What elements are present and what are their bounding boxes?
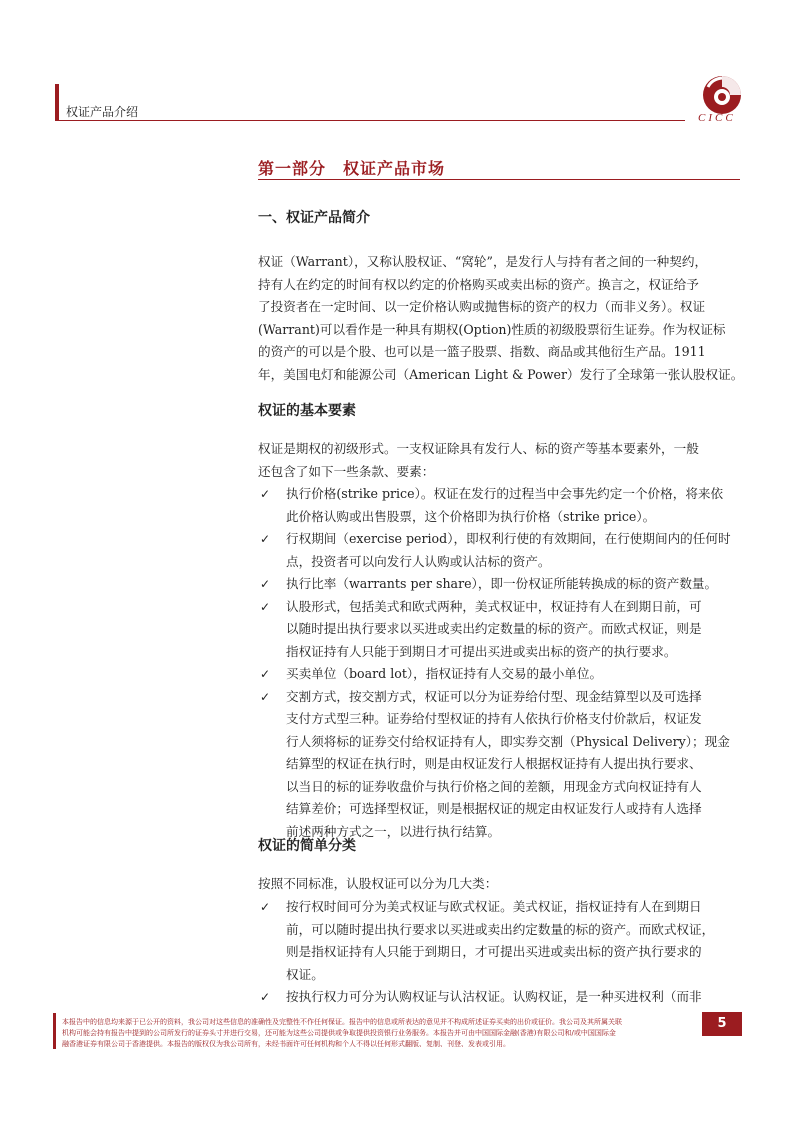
text-line: 行权期间（exercise period），即权利行使的有效期间，在行使期间内的任何时	[286, 531, 731, 546]
text-line: 指权证持有人只能于到期日才可提出买进或卖出标的资产的执行要求。	[286, 643, 677, 659]
logo-text: CICC	[698, 112, 736, 124]
checkmark-icon: ✓	[260, 577, 271, 591]
text-line: 按行权时间可分为美式权证与欧式权证。美式权证，指权证持有人在到期日	[286, 899, 702, 914]
footer-disclaimer	[62, 1017, 692, 1050]
text-line: 权证（Warrant），又称认股权证、“窝轮”，是发行人与持有者之间的一种契约，	[258, 254, 708, 269]
section-heading-classification: 权证的简单分类	[258, 838, 356, 854]
list-item	[258, 986, 740, 1009]
list-item	[258, 528, 740, 573]
list-item	[258, 596, 740, 664]
list-item	[258, 483, 740, 528]
text-line: 认股形式，包括美式和欧式两种，美式权证中，权证持有人在到期日前，可	[286, 598, 702, 614]
classification-list	[258, 896, 740, 1009]
text-line: 前述两种方式之一，以进行执行结算。	[286, 823, 501, 839]
header-accent-bar	[55, 84, 59, 120]
list-item	[258, 896, 740, 986]
text-line: 则是指权证持有人只能于到期日，才可提出买进或卖出标的资产执行要求的	[286, 944, 702, 959]
text-line: 此价格认购或出售股票，这个价格即为执行价格（strike price）。	[286, 508, 656, 524]
basic-elements-intro	[258, 438, 740, 483]
list-item	[258, 573, 740, 596]
checkmark-icon: ✓	[260, 599, 271, 614]
text-line: 了投资者在一定时间、以一定价格认购或抛售标的资产的权力（而非义务）。权证	[258, 299, 706, 314]
text-line: 交割方式，按交割方式，权证可以分为证券给付型、现金结算型以及可选择	[286, 688, 702, 704]
part-title-divider	[258, 179, 740, 180]
text-line: 支付方式型三种。证券给付型权证的持有人依执行价格支付价款后，权证发	[286, 711, 702, 726]
disclaimer-line: 机构可能会持有报告中提到的公司所发行的证券头寸并进行交易，还可能为这些公司提供或争取提供投资银行业务服务。本报告并可由中国国际金融(香港)有限公司和/或中国国际金	[62, 1029, 616, 1037]
footer-accent-bar	[53, 1013, 56, 1049]
text-line: 按执行权力可分为认购权证与认沽权证。认购权证，是一种买进权利（而非	[286, 989, 702, 1004]
text-line: (Warrant)可以看作是一种具有期权(Option)性质的初级股票衍生证券。作为权证标	[258, 321, 726, 337]
basic-elements-list	[258, 483, 740, 843]
checkmark-icon: ✓	[260, 487, 271, 501]
disclaimer-line: 本报告中的信息均来源于已公开的资料，我公司对这些信息的准确性及完整性不作任何保证。报告中的信息或所表达的意见并不构成所述证券买卖的出价或征价。我公司及其所属关联	[62, 1018, 622, 1026]
classification-intro	[258, 873, 740, 896]
text-line: 持有人在约定的时间有权以约定的价格购买或卖出标的资产。换言之，权证给予	[258, 276, 699, 292]
text-line: 权证是期权的初级形式。一支权证除具有发行人、标的资产等基本要素外，一般	[258, 441, 699, 456]
checkmark-icon: ✓	[260, 990, 271, 1004]
checkmark-icon: ✓	[260, 667, 271, 681]
text-line: 的资产的可以是个股、也可以是一篮子股票、指数、商品或其他衍生产品。1911	[258, 344, 706, 359]
text-line: 结算型的权证在执行时，则是由权证发行人根据权证持有人提出执行要求、	[286, 756, 702, 771]
intro-paragraph	[258, 251, 744, 386]
text-line: 按照不同标准，认股权证可以分为几大类：	[258, 876, 498, 891]
page-number: 5	[702, 1012, 742, 1036]
text-line: 行人须将标的证券交付给权证持有人，即实券交割（Physical Delivery）；现金	[286, 733, 730, 749]
disclaimer-line: 融香港证券有限公司于香港提供。本报告的版权仅为我公司所有，未经书面许可任何机构和个人不得以任何形式翻版、复制、刊登、发表或引用。	[62, 1040, 510, 1048]
text-line: 执行比率（warrants per share），即一份权证所能转换成的标的资产数量。	[286, 576, 718, 591]
list-item	[258, 686, 740, 844]
document-title: 权证产品介绍	[66, 105, 139, 119]
text-line: 还包含了如下一些条款、要素：	[258, 463, 435, 479]
text-line: 权证。	[286, 966, 324, 982]
text-line: 年，美国电灯和能源公司（American Light & Power）发行了全球第一张认股权证。	[258, 366, 744, 382]
section-heading-basic-elements: 权证的基本要素	[258, 403, 356, 419]
text-line: 以随时提出执行要求以买进或卖出约定数量的标的资产。而欧式权证，则是	[286, 621, 702, 636]
header-divider	[55, 120, 685, 121]
checkmark-icon: ✓	[260, 532, 271, 546]
text-line: 执行价格(strike price）。权证在发行的过程当中会事先约定一个价格，将来依	[286, 486, 724, 501]
part-title: 第一部分 权证产品市场	[258, 159, 446, 178]
list-item	[258, 663, 740, 686]
cicc-logo-icon	[700, 73, 744, 117]
text-line: 买卖单位（board lot），指权证持有人交易的最小单位。	[286, 666, 603, 681]
section-heading-intro: 一、权证产品简介	[258, 210, 370, 226]
checkmark-icon: ✓	[260, 900, 271, 914]
text-line: 结算差价；可选择型权证，则是根据权证的规定由权证发行人或持有人选择	[286, 801, 702, 816]
text-line: 以当日的标的证券收盘价与执行价格之间的差额，用现金方式向权证持有人	[286, 778, 702, 794]
checkmark-icon: ✓	[260, 689, 271, 704]
text-line: 点，投资者可以向发行人认购或认沽标的资产。	[286, 553, 551, 569]
text-line: 前，可以随时提出执行要求以买进或卖出约定数量的标的资产。而欧式权证，	[286, 921, 715, 937]
